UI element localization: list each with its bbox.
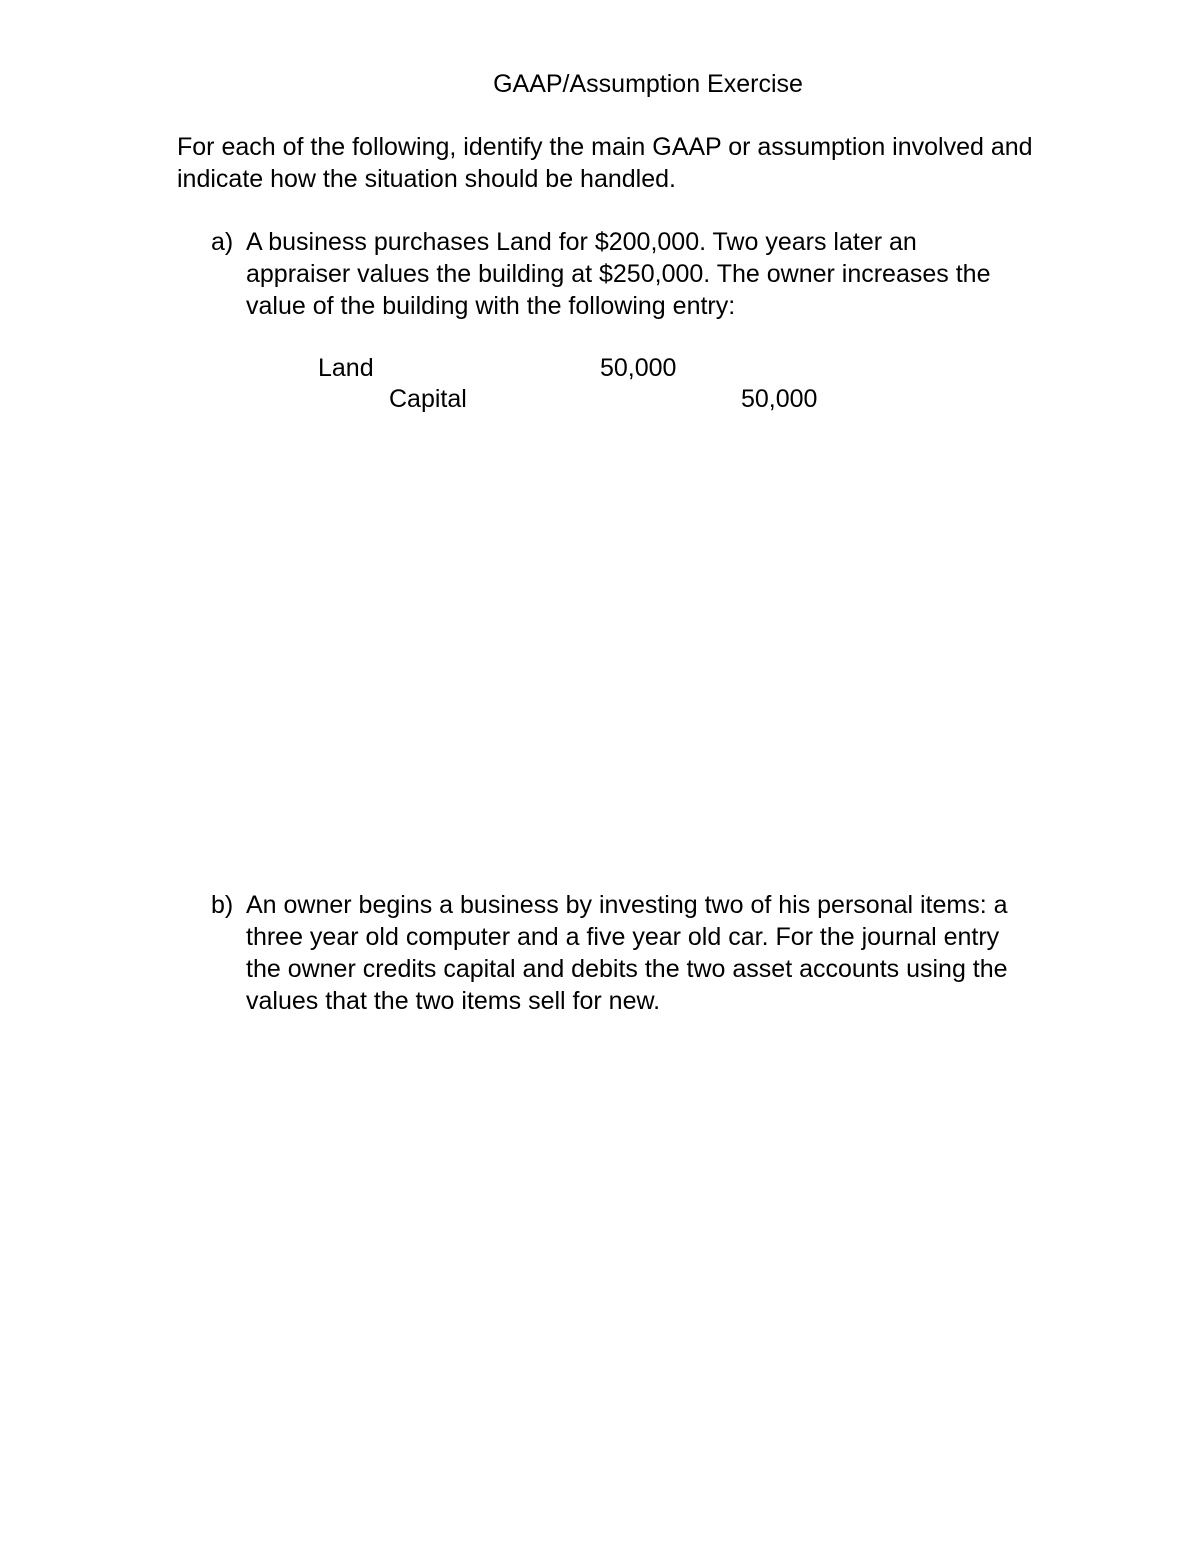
item-line: appraiser values the building at $250,000. The owner increases the xyxy=(246,260,991,288)
document-title: GAAP/Assumption Exercise xyxy=(493,70,803,98)
instructions-paragraph xyxy=(177,131,1137,195)
credit-account: Capital xyxy=(389,385,467,413)
debit-account: Land xyxy=(318,354,374,382)
instructions-line: For each of the following, identify the main GAAP or assumption involved and xyxy=(177,133,1033,161)
item-line: three year old computer and a five year old car. For the journal entry xyxy=(246,923,1000,951)
credit-amount: 50,000 xyxy=(741,385,818,413)
item-marker: a) xyxy=(211,228,234,256)
item-text xyxy=(246,226,1106,322)
item-line: value of the building with the following entry: xyxy=(246,292,736,320)
item-line: the owner credits capital and debits the two asset accounts using the xyxy=(246,955,1008,983)
instructions-line: indicate how the situation should be handled. xyxy=(177,165,676,193)
item-text xyxy=(246,889,1106,1017)
item-line: values that the two items sell for new. xyxy=(246,987,661,1015)
debit-amount: 50,000 xyxy=(600,354,677,382)
item-marker: b) xyxy=(211,891,234,919)
item-line: An owner begins a business by investing two of his personal items: a xyxy=(246,891,1008,919)
item-line: A business purchases Land for $200,000. Two years later an xyxy=(246,228,917,256)
